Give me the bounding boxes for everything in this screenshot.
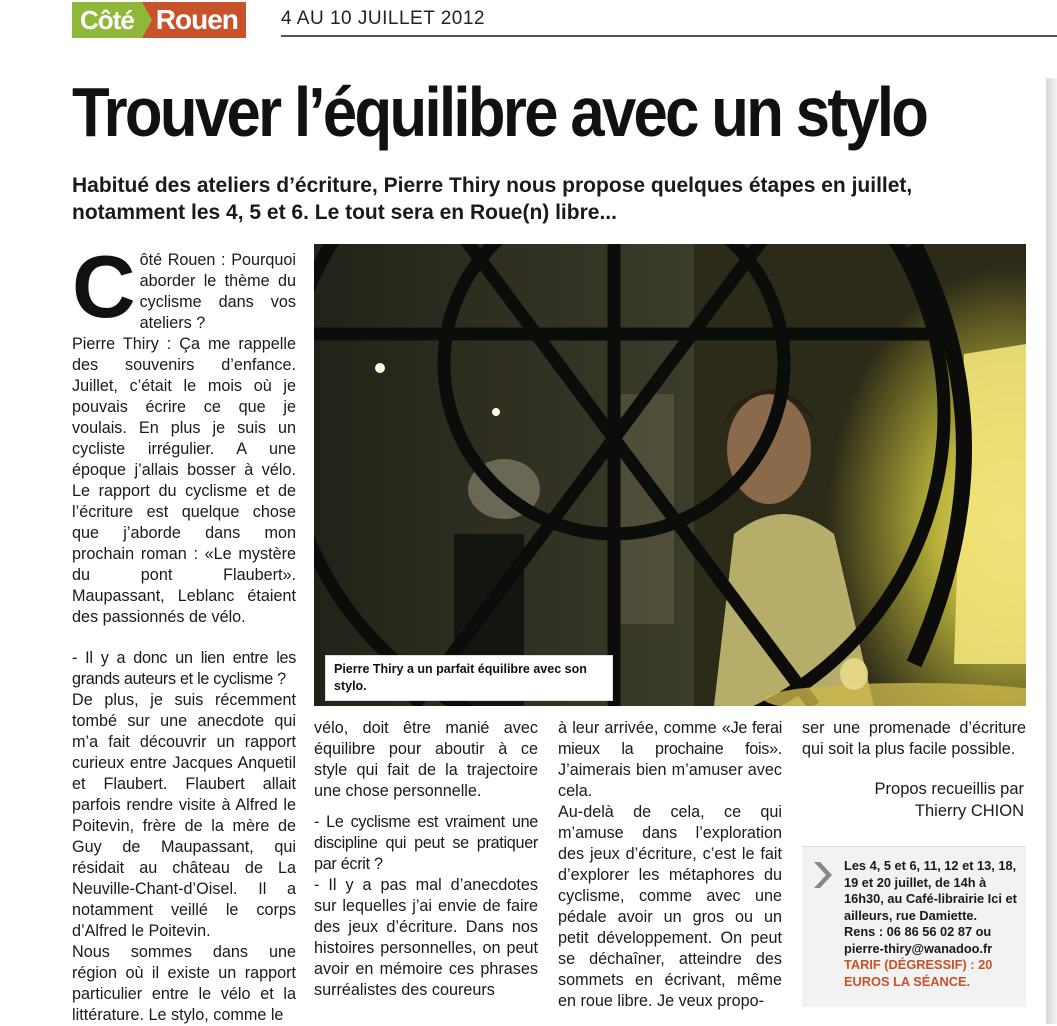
article-standfirst: Habitué des ateliers d’écriture, Pierre Thiry nous propose quelques étapes en juillet, notamment les 4, 5 et 6. Le tout sera en Roue(n) libre... — [72, 174, 913, 224]
photo-caption: Pierre Thiry a un parfait équilibre avec son stylo. — [334, 662, 587, 693]
article-headline: Trouver l’équilibre avec un stylo — [72, 73, 927, 151]
answer-3b-pre: à leur arrivée, comme — [558, 719, 717, 737]
question-3: - Le cyclisme est vraiment une discipline qui peut se pratiquer par écrit ? — [314, 813, 538, 873]
question-1 — [72, 237, 296, 336]
article-column-2 — [314, 718, 538, 1001]
answer-2: De plus, je suis récemment tombé sur une anecdote qui m’a fait découvrir un rapport curieux entre Jacques Anquetil et Flaubert. Flaubert allait parfois rendre visite à Alfred le Poitevin, frère de la mère de Guy de Maupassant, qui résidait au château de La Neuville-Chant-d’Oisel. Il a notamment veillé le corps d’Alfred le Poitevin. — [72, 691, 296, 940]
answer-3b-post: J’aimerais bien m’amuser avec cela. — [558, 761, 782, 800]
byline-author: Thierry CHION — [914, 802, 1024, 820]
answer-1-text: Ça me rappelle des souvenirs d’enfance. Juillet, c’était le mois où je pouvais écrire ce que je voulais. En plus je suis un cycliste irrégulier. A une époque j’allais bosser à vélo. Le rapport du cyclisme et de l’écriture est quelque chose que j’aborde dans mon prochain roman : «Le mystère du pont Flaubert». Maupassant, Leblanc étaient des passionnés de vélo. — [72, 335, 296, 626]
answer-2c: vélo, doit être manié avec équilibre pour aboutir à ce style qui fait de la trajectoire une chose personnelle. — [314, 719, 538, 800]
logo-arrow-icon — [142, 2, 152, 38]
answer-3b — [558, 718, 782, 802]
byline — [820, 778, 1024, 822]
answer-1-speaker: Pierre Thiry : — [72, 335, 172, 353]
photo-illustration — [314, 244, 1026, 706]
event-email: pierre-thiry@wanadoo.fr — [844, 940, 993, 956]
article-column-4 — [802, 718, 1026, 760]
answer-3: - Il y a pas mal d’anecdotes sur lequelles j’ai envie de faire des jeux d’écriture. Dans nos histoires personnelles, on peut avoir en mémoire ces phrases surréalistes des coureurs — [314, 876, 538, 999]
answer-4: Au-delà de cela, ce qui m’amuse dans l’exploration des jeux d’écriture, c’est le fait d’explorer les métaphores du cyclisme, comme avec une pédale avoir un gros ou un petit développement. On peut se déchaîner, atteindre des sommets en écrivant, même en roue libre. Je veux propo- — [558, 803, 782, 1010]
logo-rouen: Rouen — [152, 2, 246, 38]
event-tarif: TARIF (DÉGRESSIF) : 20 EUROS LA SÉANCE. — [844, 957, 993, 989]
question-2: - Il y a donc un lien entre les grands auteurs et le cyclisme ? — [72, 649, 296, 688]
page-edge — [1046, 78, 1057, 1024]
answer-2b: Nous sommes dans une région où il existe un rapport particulier entre le vélo et la littérature. Le stylo, comme le — [72, 943, 296, 1024]
question-1-text: ôté Rouen : Pourquoi aborder le thème du cyclisme dans vos ateliers ? — [139, 251, 296, 332]
event-details: Les 4, 5 et 6, 11, 12 et 13, 18, 19 et 20 juillet, de 14h à 16h30, au Café-librairie Ici et ailleurs, rue Damiette. — [844, 858, 1017, 923]
byline-line-1: Propos recueillis par — [874, 780, 1024, 798]
masthead-divider — [281, 35, 1057, 37]
logo-cote: Côté — [72, 2, 142, 38]
publication-logo — [72, 2, 246, 38]
drop-cap: C — [72, 237, 136, 336]
issue-date: 4 AU 10 JUILLET 2012 — [281, 8, 485, 29]
answer-1 — [72, 334, 296, 628]
article-column-1 — [72, 237, 296, 1026]
answer-3b-quote: «Je ferai mieux la prochaine fois». — [558, 719, 782, 758]
event-phone: Rens : 06 86 56 02 87 ou — [844, 924, 992, 939]
article-column-3 — [558, 718, 782, 1012]
chevron-right-icon — [812, 860, 834, 895]
masthead — [72, 2, 1057, 40]
article-photo — [314, 244, 1026, 706]
event-info-text — [844, 858, 1022, 990]
answer-4b: ser une promenade d’écriture qui soit la plus facile possible. — [802, 719, 1026, 758]
